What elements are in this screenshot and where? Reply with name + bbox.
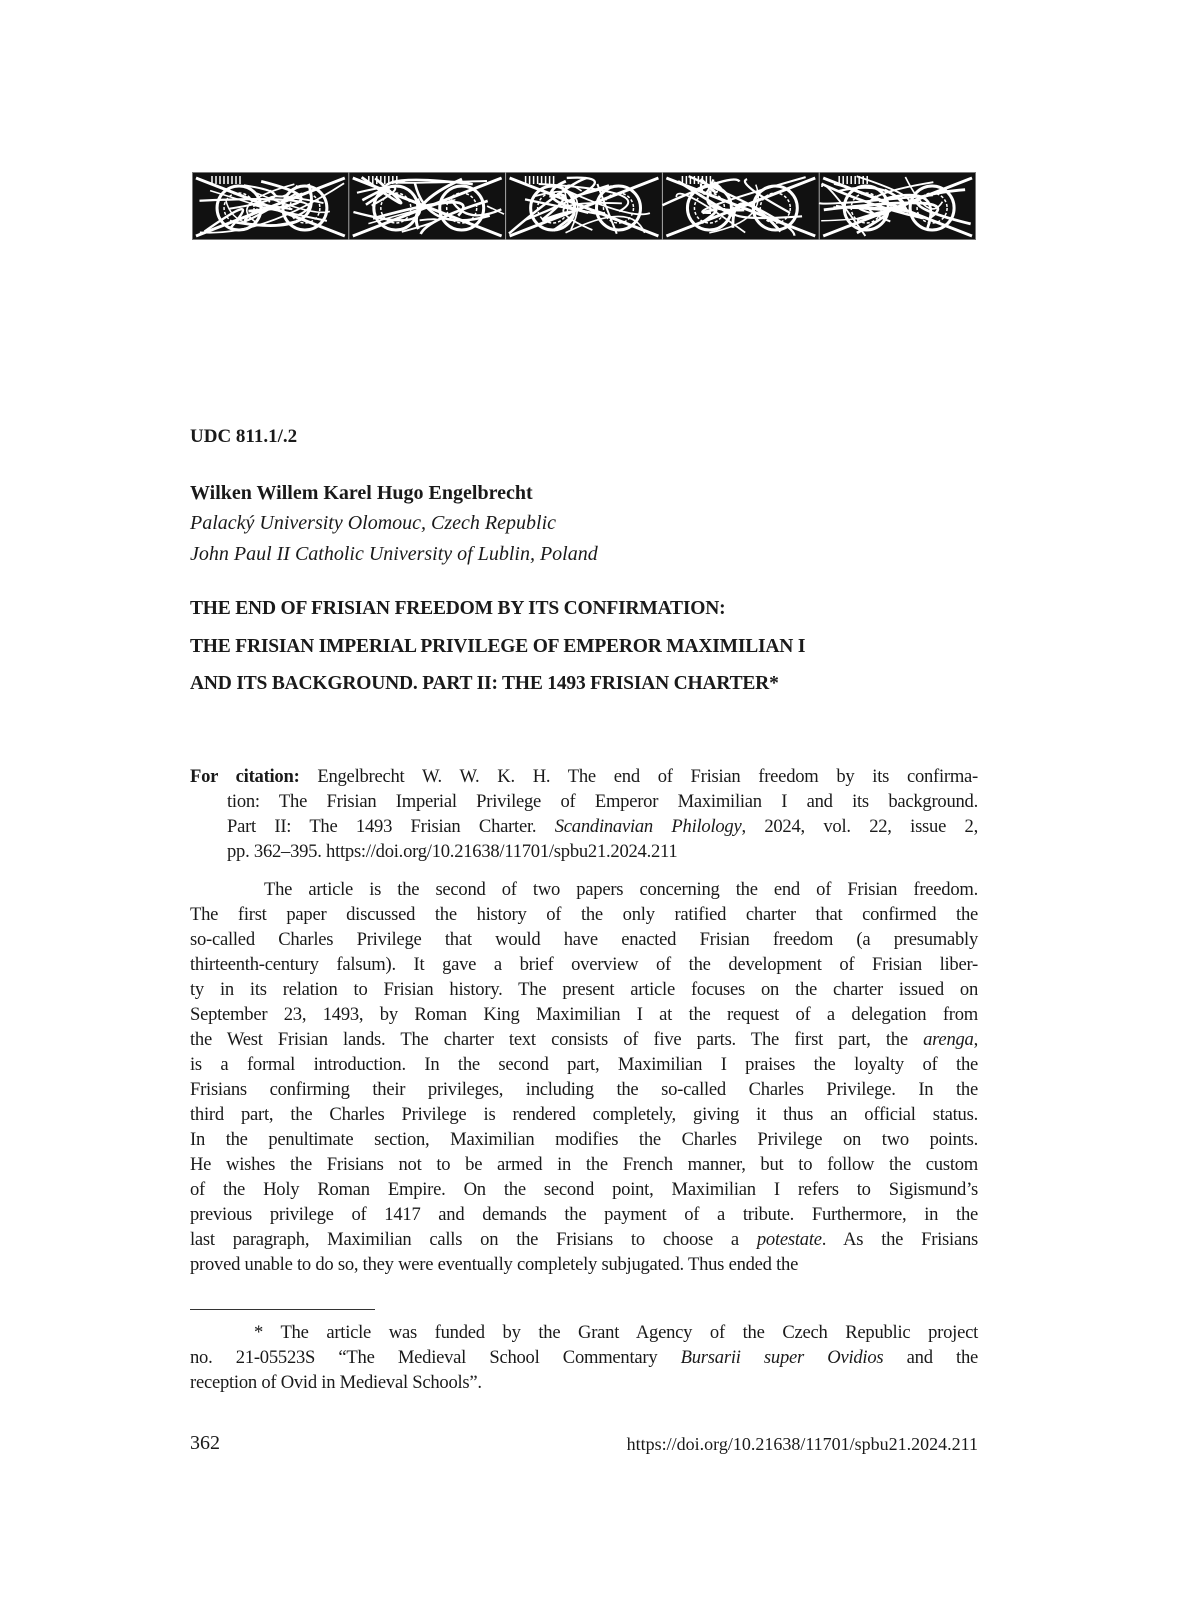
text-line <box>190 1102 978 1127</box>
text-segment: tion: The Frisian Imperial Privilege of Emperor Maximilian I and its background. <box>227 791 978 812</box>
text-segment: last paragraph, Maximilian calls on the Frisians to choose a <box>190 1229 757 1250</box>
text-line <box>190 1127 978 1152</box>
text-segment: * The article was funded by the Grant Agency of the Czech Republic project <box>254 1322 978 1343</box>
page-number: 362 <box>190 1432 220 1454</box>
text-segment: Engelbrecht W. W. K. H. The end of Frisian freedom by its confirma- <box>299 766 978 787</box>
text-line <box>190 1320 978 1345</box>
text-segment: previous privilege of 1417 and demands the payment of a tribute. Furthermore, in the <box>190 1204 978 1225</box>
affiliation: Palacký University Olomouc, Czech Republic <box>190 512 556 534</box>
doi-link[interactable]: https://doi.org/10.21638/11701/spbu21.2024.211 <box>626 1434 978 1454</box>
text-line <box>190 902 978 927</box>
footnote <box>190 1320 978 1395</box>
text-line <box>227 839 978 864</box>
footnote-rule <box>190 1309 375 1310</box>
text-line <box>190 1370 978 1395</box>
text-segment: third part, the Charles Privilege is rendered completely, giving it thus an official status. <box>190 1104 978 1125</box>
celtic-knot-ornament <box>192 172 976 240</box>
abstract <box>190 877 978 1277</box>
italic-text: arenga <box>923 1029 974 1050</box>
text-line <box>190 977 978 1002</box>
text-line <box>190 1152 978 1177</box>
affiliation: John Paul II Catholic University of Lublin, Poland <box>190 543 598 565</box>
article-title-line: THE FRISIAN IMPERIAL PRIVILEGE OF EMPEROR MAXIMILIAN I <box>190 636 806 657</box>
text-segment: so-called Charles Privilege that would have enacted Frisian freedom (a presumably <box>190 929 978 950</box>
text-line <box>190 1177 978 1202</box>
text-segment: ty in its relation to Frisian history. The present article focuses on the charter issued on <box>190 979 978 1000</box>
text-segment: Frisians confirming their privileges, including the so-called Charles Privilege. In the <box>190 1079 978 1100</box>
text-line <box>190 1077 978 1102</box>
text-segment: the West Frisian lands. The charter text consists of five parts. The first part, the <box>190 1029 924 1050</box>
text-line <box>190 1002 978 1027</box>
text-line <box>190 1202 978 1227</box>
text-line <box>190 1052 978 1077</box>
text-segment: is a formal introduction. In the second part, Maximilian I praises the loyalty of the <box>190 1054 978 1075</box>
text-line <box>227 789 978 814</box>
text-segment: , <box>973 1029 978 1050</box>
text-segment: , 2024, vol. 22, issue 2, <box>741 816 978 837</box>
text-segment: thirteenth-century falsum). It gave a brief overview of the development of Frisian liber- <box>190 954 978 975</box>
text-segment: In the penultimate section, Maximilian modifies the Charles Privilege on two points. <box>190 1129 978 1150</box>
text-segment: The first paper discussed the history of the only ratified charter that confirmed the <box>190 904 978 925</box>
text-segment: The article is the second of two papers concerning the end of Frisian freedom. <box>264 879 978 900</box>
text-segment: pp. 362–395. https://doi.org/10.21638/11701/spbu21.2024.211 <box>227 841 678 862</box>
udc-code: UDC 811.1/.2 <box>190 426 298 447</box>
text-line <box>227 814 978 839</box>
italic-text: Bursarii super Ovidios <box>680 1347 884 1368</box>
italic-text: Scandinavian Philology <box>554 816 742 837</box>
text-line <box>190 1345 978 1370</box>
text-line <box>190 1027 978 1052</box>
italic-text: potestate <box>756 1229 822 1250</box>
text-line <box>190 764 978 789</box>
bold-label: For citation: <box>190 766 300 787</box>
text-segment: and the <box>883 1347 978 1368</box>
text-line <box>190 1252 978 1277</box>
text-segment: of the Holy Roman Empire. On the second point, Maximilian I refers to Sigismund’s <box>190 1179 978 1200</box>
text-segment: He wishes the Frisians not to be armed in the French manner, but to follow the custom <box>190 1154 978 1175</box>
author-name: Wilken Willem Karel Hugo Engelbrecht <box>190 482 533 504</box>
citation-block <box>190 764 978 864</box>
article-title-line: THE END OF FRISIAN FREEDOM BY ITS CONFIRMATION: <box>190 598 726 619</box>
text-segment: no. 21-05523S “The Medieval School Commentary <box>190 1347 681 1368</box>
text-segment: proved unable to do so, they were eventually completely subjugated. Thus ended the <box>190 1254 799 1275</box>
article-title-line: AND ITS BACKGROUND. PART II: THE 1493 FRISIAN CHARTER* <box>190 673 779 694</box>
text-segment: . As the Frisians <box>821 1229 978 1250</box>
text-line <box>190 927 978 952</box>
text-segment: reception of Ovid in Medieval Schools”. <box>190 1372 482 1393</box>
text-line <box>190 952 978 977</box>
text-line <box>190 1227 978 1252</box>
text-segment: September 23, 1493, by Roman King Maximilian I at the request of a delegation from <box>190 1004 978 1025</box>
text-segment: Part II: The 1493 Frisian Charter. <box>227 816 555 837</box>
text-line <box>190 877 978 902</box>
